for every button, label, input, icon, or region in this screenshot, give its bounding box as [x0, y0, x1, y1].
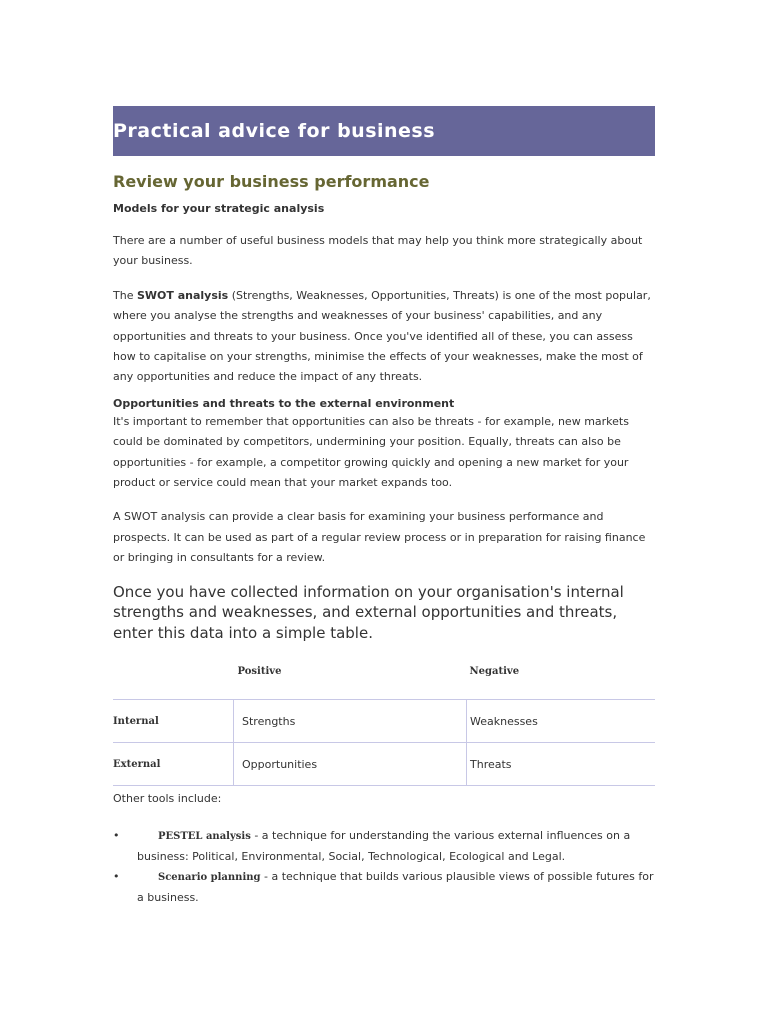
row-label: External [113, 743, 234, 786]
bullet-icon: • [113, 829, 120, 843]
tools-list [113, 826, 655, 908]
swot-table-header-row [113, 666, 655, 700]
tool-description: - a technique that builds various plausible views of possible futures for a business. [137, 870, 654, 905]
lead-paragraph: Once you have collected information on your organisation's internal strengths and weaknesses, and external opportunities and threats, enter this data into a simple table. [113, 582, 624, 642]
external-paragraph: It's important to remember that opportunities can also be threats - for example, new markets could be dominated by competitors, undermining your position. Equally, threats can also be opportunities - for example, a competitor growing quickly and opening a new market for your product or service could mean that your market expands too. [113, 414, 629, 490]
header-negative: Negative [469, 666, 520, 678]
intro-paragraph: There are a number of useful business models that may help you think more strategically about your business. [113, 234, 643, 268]
other-tools-intro: Other tools include: [113, 792, 222, 806]
bullet-icon: • [113, 870, 120, 884]
page-title: Practical advice for business [113, 120, 436, 142]
tool-name: Scenario planning [158, 872, 261, 884]
table-cell: Strengths [234, 700, 467, 743]
table-row [113, 743, 655, 786]
title-banner [113, 106, 655, 156]
table-cell: Threats [467, 743, 656, 786]
swot-table [113, 666, 655, 786]
swot-term: SWOT analysis [136, 288, 229, 302]
basis-paragraph: A SWOT analysis can provide a clear basis for examining your business performance and prospects. It can be used as part of a regular review process or in preparation for raising finance or bringing in consultants for a review. [113, 510, 646, 565]
tool-name: PESTEL analysis [158, 831, 251, 843]
swot-corner-cell [113, 666, 234, 700]
list-item [113, 867, 655, 908]
table-row [113, 700, 655, 743]
header-positive: Positive [237, 666, 282, 678]
section-heading: Review your business performance [113, 172, 430, 191]
table-cell: Weaknesses [467, 700, 656, 743]
row-label: Internal [113, 700, 234, 743]
table-cell: Opportunities [234, 743, 467, 786]
swot-rest: (Strengths, Weaknesses, Opportunities, Threats) is one of the most popular, where you analyse the strengths and weaknesses of your business' capabilities, and any opportunities and threats to your business. Once you've identified all of these, you can assess how to capitalise on your strengths, minimise the effects of your weaknesses, make the most of any opportunities and reduce the impact of any threats. [113, 288, 651, 384]
swot-paragraph [113, 286, 655, 388]
swot-prefix: The [113, 288, 137, 302]
list-item [113, 826, 655, 867]
document-page [113, 106, 655, 908]
sub-heading-external: Opportunities and threats to the external environment [113, 396, 455, 410]
sub-heading: Models for your strategic analysis [113, 202, 325, 215]
tool-description: - a technique for understanding the various external influences on a business: Political, Environmental, Social, Technological, Ecological and Legal. [137, 829, 631, 864]
